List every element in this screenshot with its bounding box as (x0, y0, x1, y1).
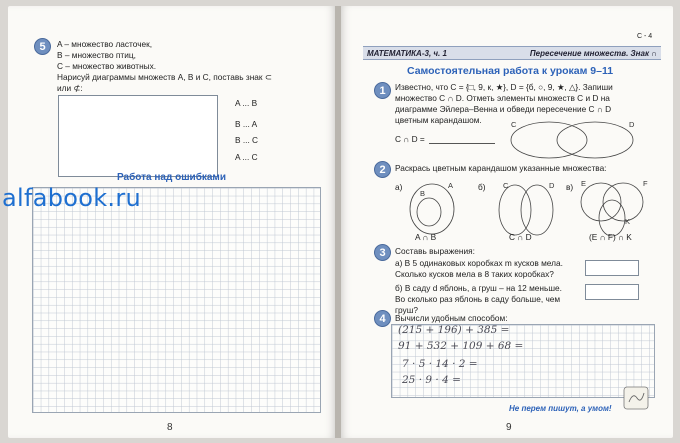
label-k: K (625, 217, 631, 226)
task-3b-line-2: Во сколько раз яблонь в саду больше, чем (395, 294, 561, 304)
task-1-answer-line[interactable] (429, 143, 495, 144)
relation-b-c: B ... C (235, 135, 259, 145)
task-2c-caption: (E ∩ F) ∩ K (589, 232, 632, 242)
diagram-drawing-box[interactable] (58, 95, 218, 177)
task-2c-letter: в) (566, 182, 574, 192)
task-2b-caption: C ∩ D (509, 232, 532, 242)
set-f (603, 183, 643, 221)
task-1-line-2: множество C ∩ D. Отметь элементы множеств C и D на (395, 93, 610, 103)
task-3-text: Составь выражения: (395, 246, 475, 256)
grade-stamp-icon (623, 386, 649, 410)
label-e: E (581, 179, 587, 188)
set-a-outer (410, 184, 454, 234)
calc-line-4: 25 · 9 · 4 = (402, 374, 461, 386)
task-3a-line-1: а) В 5 одинаковых коробках m кусков мела. (395, 258, 563, 268)
venn-set-d (557, 122, 633, 158)
page-header (363, 46, 661, 60)
label-c: C (503, 181, 509, 190)
task-1-line-1: Известно, что C = {□, 9, к, ★}, D = {б, ○, 9, ★, △}. Запиши (395, 82, 613, 92)
right-page-number: 9 (506, 422, 512, 433)
task-4-text: Вычисли удобным способом: (395, 313, 508, 323)
work-title: Самостоятельная работа к урокам 9–11 (407, 65, 614, 77)
label-d: D (549, 181, 555, 190)
task-1-answer-label: C ∩ D = (395, 134, 425, 144)
task-5-line-c: C – множество животных. (57, 61, 157, 71)
label-b: B (420, 189, 426, 198)
set-d (521, 185, 553, 235)
footer-motto: Не перем пишут, а умом! (509, 404, 612, 413)
calc-line-3: 7 · 5 · 14 · 2 = (402, 358, 478, 370)
task-3a-answer-box[interactable] (585, 260, 639, 276)
header-topic: Пересечение множеств. Знак ∩ (529, 49, 657, 58)
task-2-text: Раскрась цветным карандашом указанные множества: (395, 163, 607, 173)
task-5-instruction: Нарисуй диаграммы множеств A, B и C, поставь знак ⊂ (57, 72, 272, 82)
left-page-number: 8 (167, 422, 173, 433)
calc-line-1: (215 + 196) + 385 = (398, 324, 510, 336)
task-1-venn-diagram[interactable] (503, 116, 648, 162)
task-3a-line-2: Сколько кусков мела в 8 таких коробках? (395, 269, 554, 279)
errors-section-title: Работа над ошибками (117, 172, 226, 183)
task-5-line-b: B – множество птиц, (57, 50, 136, 60)
task-3b-answer-box[interactable] (585, 284, 639, 300)
task-3b-line-3: груш? (395, 305, 418, 315)
venn-label-c: C (511, 120, 517, 129)
set-b-inner (417, 198, 441, 226)
task-3-number: 3 (374, 244, 391, 261)
label-f: F (643, 179, 648, 188)
task-5-line-a: A – множество ласточек, (57, 39, 153, 49)
task-5-instruction-2: или ⊄: (57, 83, 83, 93)
relation-a-c: A ... C (235, 152, 258, 162)
venn-set-c (511, 122, 587, 158)
task-2b-letter: б) (478, 182, 486, 192)
task-4-number: 4 (374, 310, 391, 327)
set-c (499, 185, 531, 235)
task-1-number: 1 (374, 82, 391, 99)
label-a: A (448, 181, 454, 190)
header-subject: МАТЕМАТИКА-3, ч. 1 (367, 49, 447, 58)
task-2-number: 2 (374, 161, 391, 178)
left-grid-area[interactable] (32, 187, 321, 413)
task-2a-caption: A ∩ B (415, 232, 437, 242)
task-1-line-4: цветным карандашом. (395, 115, 482, 125)
set-e (581, 183, 621, 221)
site-watermark: alfabook.ru (2, 184, 142, 212)
task-5-number: 5 (34, 38, 51, 55)
relation-a-b: A ... B (235, 98, 258, 108)
venn-label-d: D (629, 120, 635, 129)
right-page (341, 6, 673, 438)
task-3b-line-1: б) В саду d яблонь, а груш – на 12 меньше. (395, 283, 562, 293)
calc-line-2: 91 + 532 + 109 + 68 = (398, 340, 524, 352)
corner-code: С - 4 (637, 33, 653, 40)
task-2a-letter: а) (395, 182, 403, 192)
left-page (8, 6, 335, 438)
task-1-line-3: диаграмме Эйлера–Венна и обведи пересечение C ∩ D (395, 104, 612, 114)
relation-b-a: B ... A (235, 119, 258, 129)
